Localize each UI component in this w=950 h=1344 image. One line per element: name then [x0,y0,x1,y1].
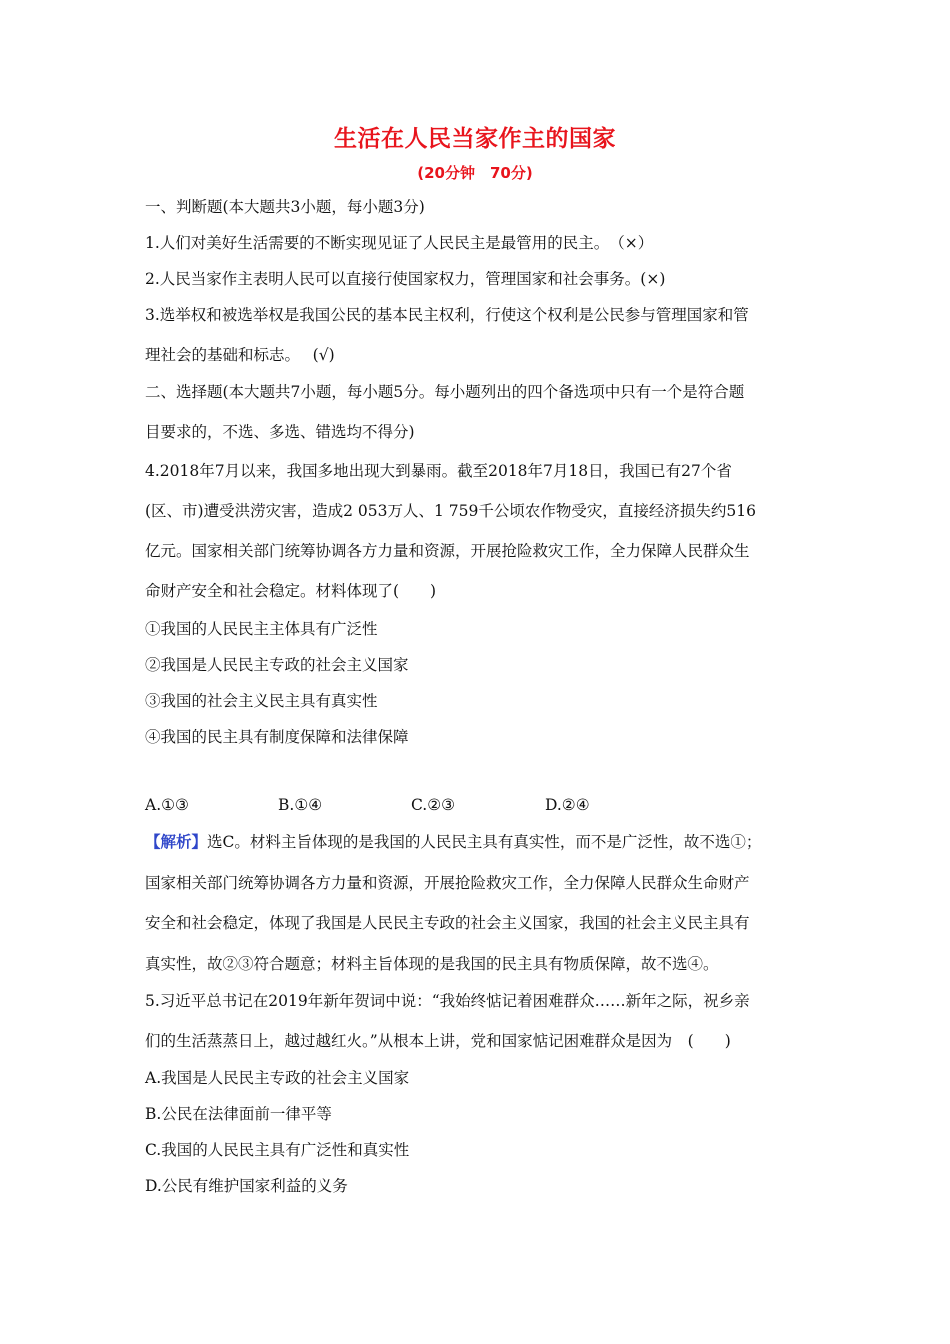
question-4-analysis-line-1 [145,832,761,852]
question-4-statement-3: ③我国的社会主义民主具有真实性 [145,692,378,710]
question-4-line-2: (区、市)遭受洪涝灾害，造成2 053万人、1 759千公顷农作物受灾，直接经济损失约516 [145,502,756,520]
question-4-analysis-line-4: 真实性，故②③符合题意；材料主旨体现的是我国的民主具有物质保障，故不选④。 [145,955,719,973]
document-title: 生活在人民当家作主的国家 [334,126,616,152]
question-5-option-c: C.我国的人民民主具有广泛性和真实性 [145,1141,410,1159]
question-4-statement-2: ②我国是人民民主专政的社会主义国家 [145,656,409,674]
question-5-line-1: 5.习近平总书记在2019年新年贺词中说：“我始终惦记着困难群众……新年之际，祝乡亲 [145,992,750,1010]
question-4-line-4: 命财产安全和社会稳定。材料体现了( ) [145,582,437,600]
question-3-line-2: 理社会的基础和标志。 (√) [145,346,335,364]
question-4-line-3: 亿元。国家相关部门统筹协调各方力量和资源，开展抢险救灾工作，全力保障人民群众生 [145,542,750,560]
question-5-option-a: A.我国是人民民主专政的社会主义国家 [145,1069,410,1087]
question-4-option-d: D.②④ [545,796,590,814]
section1-heading: 一、判断题(本大题共3小题，每小题3分) [145,198,425,216]
question-2: 2.人民当家作主表明人民可以直接行使国家权力，管理国家和社会事务。(×) [145,270,666,288]
question-5-option-b: B.公民在法律面前一律平等 [145,1105,332,1123]
section2-heading-line-1: 二、选择题(本大题共7小题，每小题5分。每小题列出的四个备选项中只有一个是符合题 [145,383,745,401]
section2-heading-line-2: 目要求的，不选、多选、错选均不得分) [145,423,415,441]
question-5-line-2: 们的生活蒸蒸日上，越过越红火。”从根本上讲，党和国家惦记困难群众是因为 ( ) [145,1032,731,1050]
question-3-line-1: 3.选举权和被选举权是我国公民的基本民主权利，行使这个权利是公民参与管理国家和管 [145,306,749,324]
question-4-option-a: A.①③ [145,796,189,814]
question-4-statement-4: ④我国的民主具有制度保障和法律保障 [145,728,409,746]
question-4-option-b: B.①④ [278,796,323,814]
question-5-option-d: D.公民有维护国家利益的义务 [145,1177,348,1195]
analysis-tag: 【解析】 [145,832,208,851]
document-subtitle: (20分钟 70分) [417,164,533,182]
question-4-statement-1: ①我国的人民民主主体具有广泛性 [145,620,378,638]
question-4-analysis-line-2: 国家相关部门统筹协调各方力量和资源，开展抢险救灾工作，全力保障人民群众生命财产 [145,874,750,892]
question-4-line-1: 4.2018年7月以来，我国多地出现大到暴雨。截至2018年7月18日，我国已有27个省 [145,462,732,480]
question-1: 1.人们对美好生活需要的不断实现见证了人民民主是最管用的民主。 （×） [145,234,654,252]
question-4-analysis-line-3: 安全和社会稳定，体现了我国是人民民主专政的社会主义国家，我国的社会主义民主具有 [145,914,750,932]
analysis-text: 选C。材料主旨体现的是我国的人民民主具有真实性，而不是广泛性，故不选①； [207,833,762,851]
question-4-option-c: C.②③ [411,796,456,814]
